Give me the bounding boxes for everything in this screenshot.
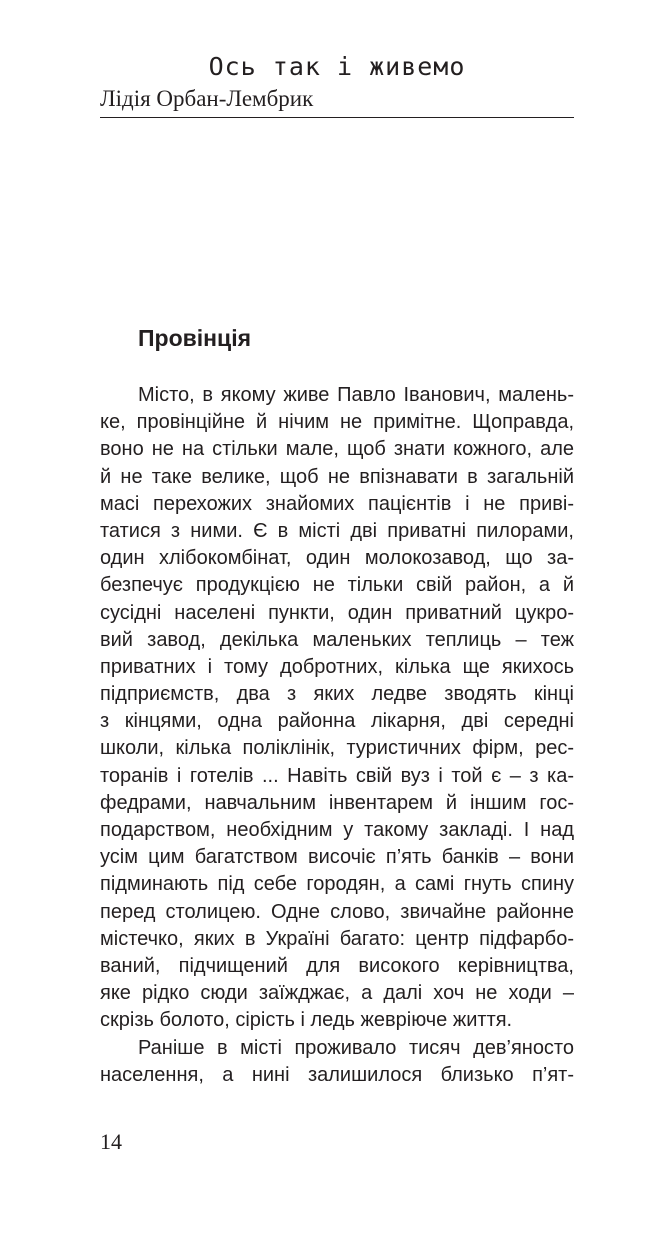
running-header-author: Лідія Орбан-Лембрик <box>100 86 314 111</box>
chapter-title: Провінція <box>138 325 252 351</box>
text-line: приватних і тому добротних, кілька ще якихось <box>100 655 574 678</box>
text-line: безпечує продукцією не тільки свій район, а й <box>100 574 574 597</box>
text-line: підминають під себе городян, а самі гнуть спину <box>100 873 574 896</box>
text-line: ке, провінційне й нічим не примітне. Щоправда, <box>100 411 574 434</box>
body-text <box>100 382 574 1089</box>
text-line: населення, а нині залишилося близько п’ят- <box>100 1063 574 1086</box>
text-line: подарством, необхідним у такому закладі. І над <box>100 819 574 841</box>
page-number: 14 <box>100 1129 122 1154</box>
text-line: скрізь болото, сірість і ледь жевріюче життя. <box>100 1009 513 1032</box>
text-line: підприємств, два з яких ледве зводять кінці <box>100 683 574 706</box>
text-line: татися з ними. Є в місті дві приватні пилорами, <box>100 519 574 542</box>
text-line: один хлібокомбінат, один молокозавод, що за- <box>100 547 574 570</box>
text-line: й не таке велике, щоб не впізнавати в загальній <box>100 465 574 488</box>
text-line: школи, кілька поліклінік, туристичних фірм, рес- <box>100 737 574 760</box>
text-line: містечко, яких в Україні багато: центр підфарбо- <box>100 927 574 950</box>
text-line: перед столицею. Одне слово, звичайне районне <box>100 900 574 923</box>
text-line: з кінцями, одна районна лікарня, дві середні <box>100 710 574 733</box>
text-line: Раніше в місті проживало тисяч дев’яносто <box>138 1036 574 1059</box>
text-line: сусідні населені пункти, один приватний цукро- <box>100 601 574 624</box>
text-line: яке рідко сюди заїжджає, а далі хоч не ходи – <box>100 982 574 1005</box>
text-line: усім цим багатством височіє п’ять банків – вони <box>100 846 574 869</box>
text-line: воно не на стільки мале, щоб знати кожного, але <box>100 438 574 461</box>
paragraph <box>100 382 574 1035</box>
text-line: Місто, в якому живе Павло Іванович, малень- <box>138 384 574 406</box>
header-divider <box>100 117 574 118</box>
paragraph <box>100 1035 574 1089</box>
text-line: торанів і готелів ... Навіть свій вуз і той є – з ка- <box>100 764 574 787</box>
running-header-book-title: Ось так і живемо <box>208 52 466 81</box>
text-line: вий завод, декілька маленьких теплиць – теж <box>100 628 574 651</box>
text-line: масі перехожих знайомих пацієнтів і не приві- <box>100 492 574 515</box>
text-line: ваний, підчищений для високого керівництва, <box>100 954 574 977</box>
text-line: федрами, навчальним інвентарем й іншим гос- <box>100 791 574 814</box>
